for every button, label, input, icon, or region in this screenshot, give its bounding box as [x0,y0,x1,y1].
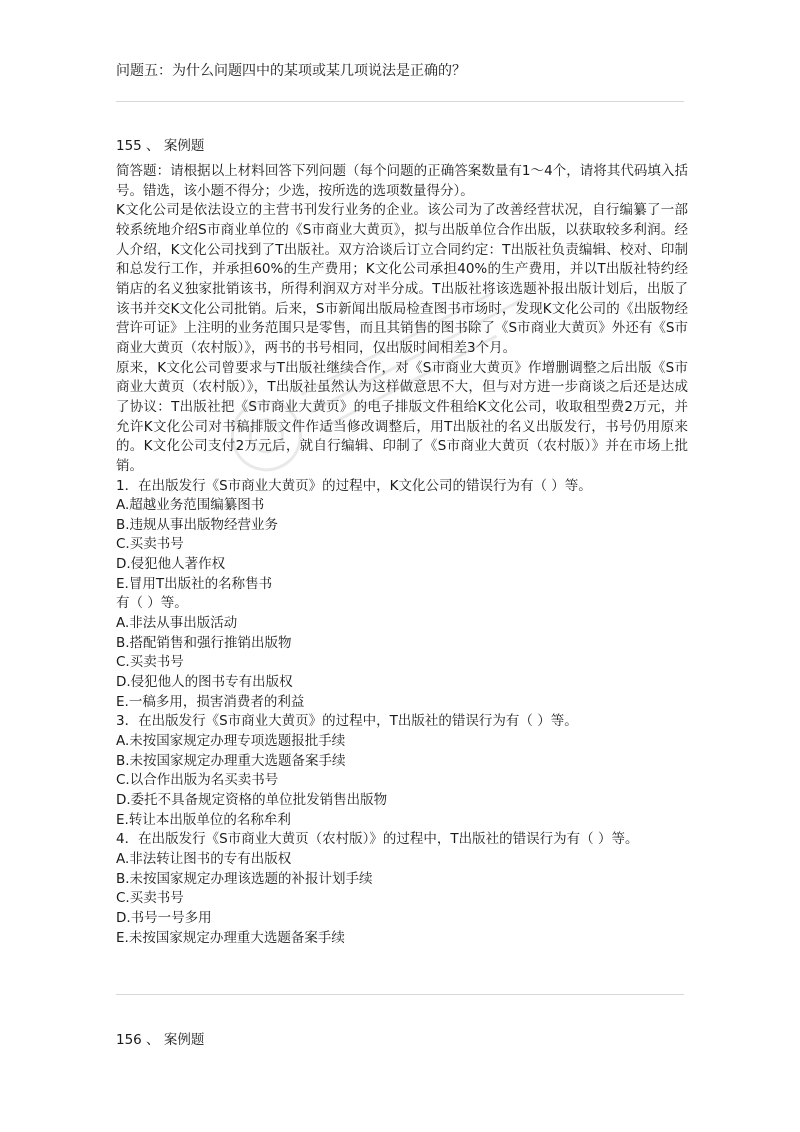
section-divider [116,994,684,995]
option-line: A.未按国家规定办理专项选题报批手续 [116,733,346,750]
option-line: A.非法转让图书的专有出版权 [116,850,292,867]
option-line: E.未按国家规定办理重大选题备案手续 [116,929,345,946]
question-156-header: 156 、 案例题 [116,1032,205,1048]
option-line: E.转让本出版单位的名称牟利 [116,811,291,828]
case-paragraph-1: K文化公司是依法设立的主营书刊发行业务的企业。该公司为了改善经营状况，自行编纂了一部较系统地介绍S市商业单位的《S市商业大黄页》，拟与出版单位合作出版，以获取较多利润。经人介绍，K文化公司找到了T出版社。双方洽谈后订立合同约定：T出版社负责编辑、校对、印制和总发行工作，并承担60%的生产费用；K文化公司承担40%的生产费用，并以T出版社特约经销店的名义独家批销该书，所得利润双方对半分成。T出版社将该选题补报出版计划后，出版了该书并交K文化公司批销。后来，S市新闻出版局检查图书市场时，发现K文化公司的《出版物经营许可证》上注明的业务范围只是零售，而且其销售的图书除了《S市商业大黄页》外还有《S市商业大黄页（农村版）》，两书的书号相同，仅出版时间相差3个月。 [116,202,688,356]
option-line: B.未按国家规定办理该选题的补报计划手续 [116,870,373,887]
question-155-header: 155 、 案例题 [116,138,205,154]
option-line: B.违规从事出版物经营业务 [116,516,279,533]
sub-question-4: 4．在出版发行《S市商业大黄页（农村版）》的过程中，T出版社的错误行为有（ ）等。 [116,831,639,848]
option-line: D.书号一号多用 [116,909,212,926]
instruction-paragraph: 简答题：请根据以上材料回答下列问题（每个问题的正确答案数量有1～4个，请将其代码填入括号。错选，该小题不得分；少选，按所选的选项数量得分）。 [116,163,688,199]
option-line: D.侵犯他人的图书专有出版权 [116,674,293,691]
option-line: E.冒用T出版社的名称售书 [116,575,273,592]
sub-question-1: 1．在出版发行《S市商业大黄页》的过程中，K文化公司的错误行为有（ ）等。 [116,477,592,494]
case-paragraph-2: 原来，K文化公司曾要求与T出版社继续合作，对《S市商业大黄页》作增删调整之后出版《S市商业大黄页（农村版）》，T出版社虽然认为这样做意思不大，但与对方进一步商谈之后还是达成了协议：T出版社把《S市商业大黄页》的电子排版文件租给K文化公司，收取租型费2万元，并允许K文化公司对书稿排版文件作适当修改调整后，用T出版社的名义出版发行，书号仍用原来的。K文化公司支付2万元后，就自行编辑、印制了《S市商业大黄页（农村版）》并在市场上批销。 [116,359,688,474]
option-line: D.委托不具备规定资格的单位批发销售出版物 [116,792,388,808]
option-line: A.超越业务范围编纂图书 [116,497,265,514]
question-155-body [116,162,688,948]
option-line: D.侵犯他人著作权 [116,556,226,573]
option-line: C.以合作出版为名买卖书号 [116,772,279,789]
sub-question-2-fragment: 有（ ）等。 [116,595,188,612]
option-line: C.买卖书号 [116,536,184,553]
section-divider [116,101,684,102]
option-line: B.搭配销售和强行推销出版物 [116,634,292,651]
option-line: C.买卖书号 [116,890,184,907]
option-line: B.未按国家规定办理重大选题备案手续 [116,752,346,769]
option-line: C.买卖书号 [116,654,184,671]
option-line: A.非法从事出版活动 [116,615,238,632]
sub-question-3: 3．在出版发行《S市商业大黄页》的过程中，T出版社的错误行为有（ ）等。 [116,713,578,730]
previous-question-text: 问题五：为什么问题四中的某项或某几项说法是正确的？ [116,63,466,79]
option-line: E.一稿多用，损害消费者的利益 [116,693,305,710]
